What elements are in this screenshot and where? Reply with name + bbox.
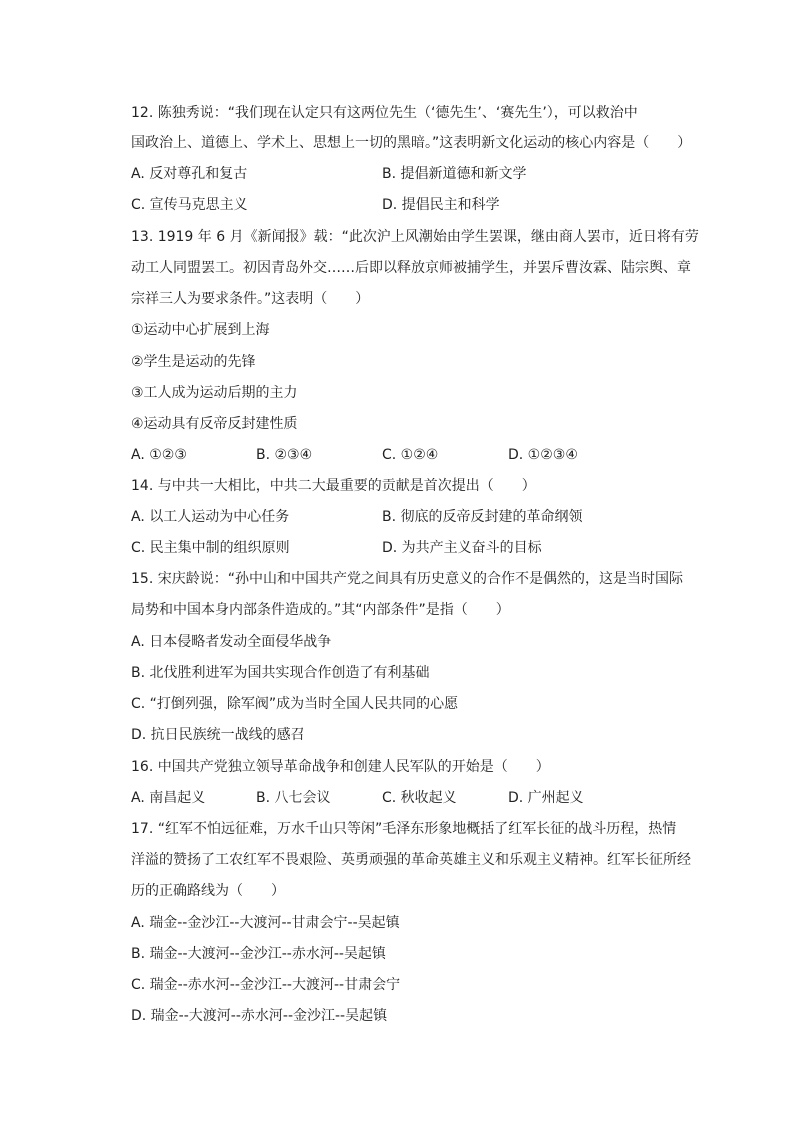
question-15-option-b: B. 北伐胜利进军为国共实现合作创造了有利基础 <box>131 665 430 681</box>
question-13-stem-line-2: 动工人同盟罢工。初因青岛外交……后即以释放京师被捕学生，并罢斥曹汝霖、陆宗舆、章 <box>131 260 691 276</box>
question-13-statement-2: ②学生是运动的先锋 <box>131 354 256 370</box>
question-12-option-a: A. 反对尊孔和复古 <box>131 166 248 182</box>
question-13-option-a: A. ①②③ <box>131 447 187 463</box>
question-13-statement-1: ①运动中心扩展到上海 <box>131 322 270 338</box>
question-14-option-c: C. 民主集中制的组织原则 <box>131 540 290 556</box>
question-13-stem-line-1: 13. 1919 年 6 月《新闻报》载：“此次沪上风潮始由学生罢课，继由商人罢市，近日将有劳 <box>131 229 699 245</box>
question-12-stem-line-1: 12. 陈独秀说：“我们现在认定只有这两位先生（‘德先生’、‘赛先生’），可以救治中 <box>131 105 638 121</box>
question-12-stem-line-2: 国政治上、道德上、学术上、思想上一切的黑暗。”这表明新文化运动的核心内容是（ ） <box>131 135 692 151</box>
question-12-option-b: B. 提倡新道德和新文学 <box>382 166 527 182</box>
question-17-stem-line-3: 历的正确路线为（ ） <box>131 883 285 899</box>
question-17-stem-line-2: 洋溢的赞扬了工农红军不畏艰险、英勇顽强的革命英雄主义和乐观主义精神。红军长征所经 <box>131 852 691 868</box>
question-13-stem-line-3: 宗祥三人为要求条件。”这表明（ ） <box>131 291 370 307</box>
question-15-stem-line-2: 局势和中国本身内部条件造成的。”其“内部条件”是指（ ） <box>131 602 510 618</box>
question-17-option-a: A. 瑞金--金沙江--大渡河--甘肃会宁--吴起镇 <box>131 915 400 931</box>
question-16-option-d: D. 广州起义 <box>508 790 584 806</box>
question-13-option-d: D. ①②③④ <box>508 447 578 463</box>
question-14-option-a: A. 以工人运动为中心任务 <box>131 509 290 525</box>
question-12-option-c: C. 宣传马克思主义 <box>131 197 248 213</box>
question-13-statement-4: ④运动具有反帝反封建性质 <box>131 416 298 432</box>
question-14-option-d: D. 为共产主义奋斗的目标 <box>382 540 542 556</box>
question-14-stem-line-1: 14. 与中共一大相比，中共二大最重要的贡献是首次提出（ ） <box>131 478 536 494</box>
question-17-option-b: B. 瑞金--大渡河--金沙江--赤水河--吴起镇 <box>131 946 386 962</box>
question-15-option-d: D. 抗日民族统一战线的感召 <box>131 727 305 743</box>
question-17-option-c: C. 瑞金--赤水河--金沙江--大渡河--甘肃会宁 <box>131 977 401 993</box>
question-15-option-c: C. “打倒列强，除军阀”成为当时全国人民共同的心愿 <box>131 696 459 712</box>
question-13-option-b: B. ②③④ <box>256 447 313 463</box>
question-13-option-c: C. ①②④ <box>382 447 439 463</box>
question-16-option-c: C. 秋收起义 <box>382 790 457 806</box>
question-16-stem-line-1: 16. 中国共产党独立领导革命战争和创建人民军队的开始是（ ） <box>131 759 550 775</box>
question-16-option-b: B. 八七会议 <box>256 790 331 806</box>
question-13-statement-3: ③工人成为运动后期的主力 <box>131 385 298 401</box>
question-14-option-b: B. 彻底的反帝反封建的革命纲领 <box>382 509 583 525</box>
question-17-stem-line-1: 17. “红军不怕远征难，万水千山只等闲”毛泽东形象地概括了红军长征的战斗历程，热情 <box>131 821 677 837</box>
question-17-option-d: D. 瑞金--大渡河--赤水河--金沙江--吴起镇 <box>131 1008 388 1024</box>
question-16-option-a: A. 南昌起义 <box>131 790 206 806</box>
question-12-option-d: D. 提倡民主和科学 <box>382 197 500 213</box>
question-15-option-a: A. 日本侵略者发动全面侵华战争 <box>131 634 332 650</box>
question-15-stem-line-1: 15. 宋庆龄说：“孙中山和中国共产党之间具有历史意义的合作不是偶然的，这是当时国际 <box>131 571 683 587</box>
